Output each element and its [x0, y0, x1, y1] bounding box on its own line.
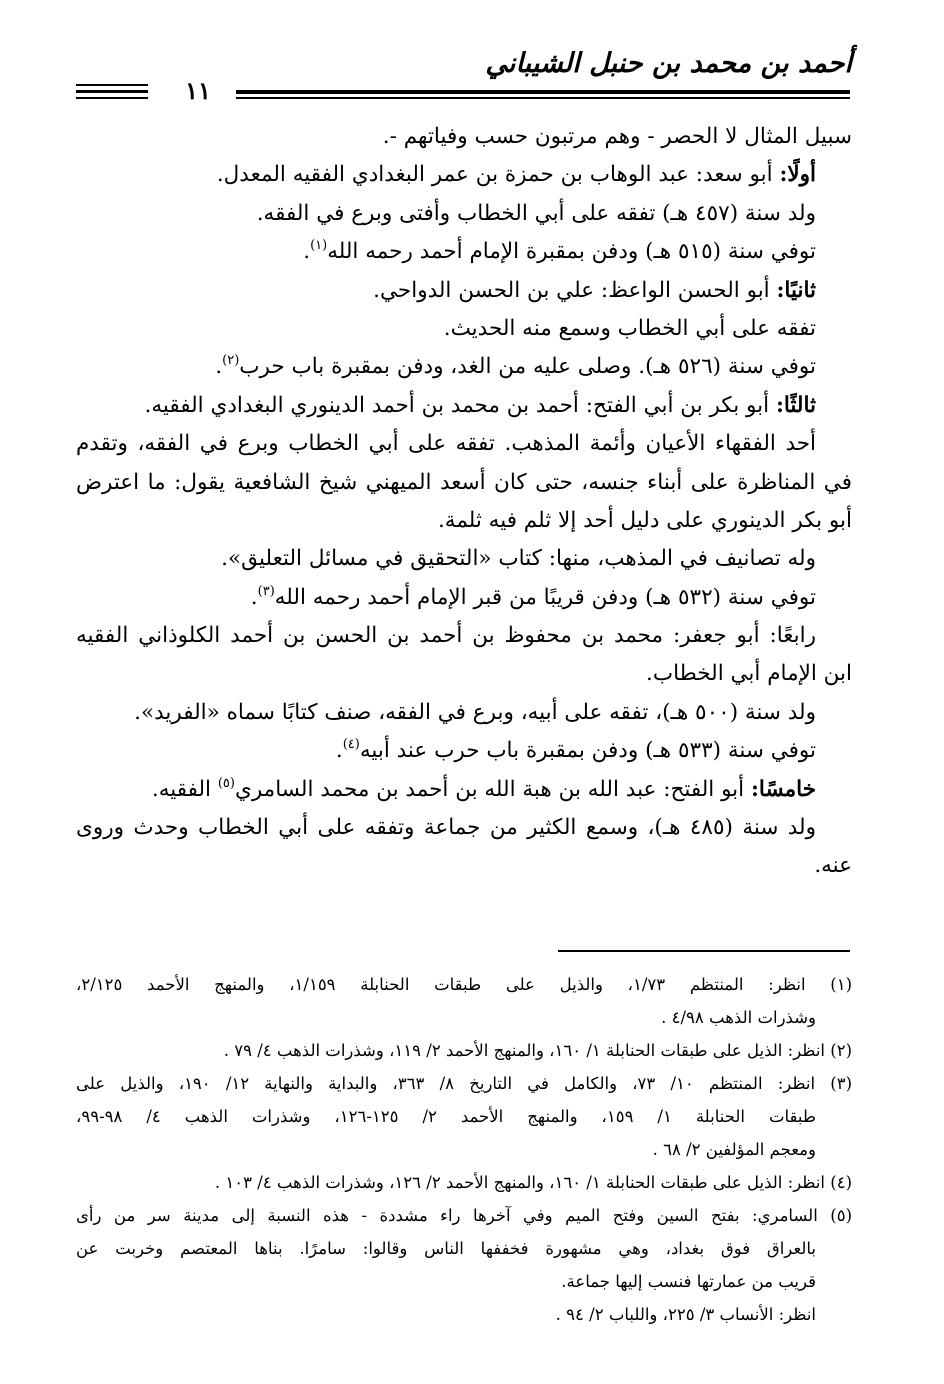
- text-line: [76, 694, 852, 732]
- footnote-separator: [558, 950, 850, 952]
- footnote-line: (٣) انظر: المنتظم ١٠/ ٧٣، والكامل في التاريخ ٨/ ٣٦٣، والبداية والنهاية ١٢/ ١٩٠، والذيل على: [76, 1074, 852, 1093]
- text-line: [76, 617, 852, 655]
- footnote-marker[interactable]: (٢): [222, 353, 240, 369]
- line-text: في المناظرة على أبناء جنسه، حتى كان أسعد الميهني شيخ الشافعية يقول: ما اعترض: [76, 469, 852, 495]
- line-text: وله تصانيف في المذهب، منها: كتاب «التحقيق في مسائل التعليق».: [221, 546, 816, 572]
- line-text: عنه.: [814, 853, 852, 879]
- header-rule-left-bottom: [76, 97, 148, 99]
- line-text: رابعًا: أبو جعفر: محمد بن محفوظ بن أحمد بن الحسن بن أحمد الكلوذاني الفقيه: [76, 623, 816, 649]
- section-ordinal: خامسًا:: [750, 776, 816, 802]
- line-text: توفي سنة (٥١٥ هـ) ودفن بمقبرة الإمام أحمد رحمه الله: [327, 239, 816, 265]
- header-rule-left-top: [76, 84, 148, 86]
- footnotes: [76, 968, 852, 1331]
- text-line: [76, 195, 852, 233]
- line-text: أبو سعد: عبد الوهاب بن حمزة بن عمر البغدادي الفقيه المعدل.: [216, 162, 780, 188]
- line-text: ولد سنة (٤٨٥ هـ)، وسمع الكثير من جماعة وتفقه على أبي الخطاب وحدث وروى: [76, 815, 816, 841]
- text-line: [76, 118, 852, 156]
- text-line: [76, 732, 852, 770]
- main-text: [76, 118, 852, 886]
- text-line: [76, 540, 852, 578]
- footnote-line: (٤) انظر: الذيل على طبقات الحنابلة ١/ ١٦٠، والمنهج الأحمد ٢/ ١٢٦، وشذرات الذهب ٤/ ١٠٣ .: [214, 1173, 852, 1192]
- text-line: [76, 847, 852, 885]
- text-line: [76, 425, 852, 463]
- line-text: ابن الإمام أبي الخطاب.: [646, 661, 852, 687]
- line-text: أبو الحسن الواعظ: علي بن الحسن الدواحي.: [373, 277, 777, 303]
- line-text: تفقه على أبي الخطاب وسمع منه الحديث.: [443, 315, 816, 341]
- line-text: ولد سنة (٤٥٧ هـ) تفقه على أبي الخطاب وأفتى وبرع في الفقه.: [256, 200, 816, 226]
- footnote-line: طبقات الحنابلة ١/ ١٥٩، والمنهج الأحمد ٢/ ١٢٥-١٢٦، وشذرات الذهب ٤/ ٩٨-٩٩،: [76, 1107, 816, 1126]
- line-ending: .: [303, 239, 311, 265]
- line-text: ولد سنة (٥٠٠ هـ)، تفقه على أبيه، وبرع في الفقه، صنف كتابًا سماه «الفريد».: [134, 699, 816, 725]
- running-header-title: أحمد بن محمد بن حنبل الشيباني: [485, 48, 852, 79]
- line-ending: .: [335, 738, 343, 764]
- line-text: أبو بكر بن أبي الفتح: أحمد بن محمد بن أحمد الدينوري البغدادي الفقيه.: [144, 392, 776, 418]
- text-line: [76, 156, 852, 194]
- text-line: [76, 348, 852, 386]
- footnote-marker[interactable]: (٥): [217, 775, 235, 791]
- footnote-line: وشذرات الذهب ٤/٩٨ .: [661, 1008, 816, 1027]
- line-ending: .: [215, 354, 223, 380]
- footnote-line: (٢) انظر: الذيل على طبقات الحنابلة ١/ ١٦٠، والمنهج الأحمد ٢/ ١١٩، وشذرات الذهب ٤/ ٧٩ .: [223, 1041, 852, 1060]
- section-ordinal: ثالثًا:: [775, 392, 816, 418]
- page-number: ١١: [185, 76, 211, 105]
- text-line: [76, 809, 852, 847]
- text-line: [76, 655, 852, 693]
- text-line: [76, 310, 852, 348]
- section-ordinal: ثانيًا:: [776, 277, 816, 303]
- line-text: أحد الفقهاء الأعيان وأئمة المذهب. تفقه على أبي الخطاب وبرع في الفقه، وتقدم: [76, 431, 816, 457]
- text-line: [76, 502, 852, 540]
- text-line: [76, 579, 852, 617]
- text-line: [76, 771, 852, 809]
- line-text: توفي سنة (٥٣٢ هـ) ودفن قريبًا من قبر الإمام أحمد رحمه الله: [274, 584, 816, 610]
- line-text: أبو الفتح: عبد الله بن هبة الله بن أحمد بن محمد السامري: [234, 776, 751, 802]
- line-text: أبو بكر الدينوري على دليل أحد إلا ثلم فيه ثلمة.: [437, 507, 852, 533]
- footnote-marker[interactable]: (١): [310, 238, 328, 254]
- header-rule-right-thin: [236, 97, 850, 99]
- footnote-marker[interactable]: (٤): [342, 737, 360, 753]
- line-ending: .: [250, 584, 258, 610]
- text-line: [76, 233, 852, 271]
- text-line: [76, 464, 852, 502]
- footnote-line: (١) انظر: المنتظم ١/٧٣، والذيل على طبقات الحنابلة ١/١٥٩، والمنهج الأحمد ٢/١٢٥،: [76, 975, 852, 994]
- header-rule-left-mid: [76, 90, 148, 93]
- footnote-line: بالعراق فوق بغداد، وهي مشهورة فخففها الناس وقالوا: سامرًا. بناها المعتصم وخربت عن: [76, 1239, 816, 1258]
- line-text: سبيل المثال لا الحصر - وهم مرتبون حسب وفياتهم -.: [382, 124, 852, 149]
- footnote-line: انظر: الأنساب ٣/ ٢٢٥، واللباب ٢/ ٩٤ .: [555, 1305, 816, 1324]
- line-text: توفي سنة (٥٣٣ هـ) ودفن بمقبرة باب حرب عند أبيه: [359, 738, 816, 764]
- section-ordinal: أولًا:: [779, 162, 816, 188]
- text-line: [76, 272, 852, 310]
- text-line: [76, 387, 852, 425]
- line-text: توفي سنة (٥٢٦ هـ). وصلى عليه من الغد، ودفن بمقبرة باب حرب: [239, 354, 816, 380]
- header-rule-right-thick: [236, 90, 850, 94]
- footnote-line: قريب من عمارتها فنسب إليها جماعة.: [561, 1272, 816, 1291]
- footnote-marker[interactable]: (٣): [257, 583, 275, 599]
- line-ending: الفقيه.: [151, 776, 218, 802]
- footnote-line: (٥) السامري: بفتح السين وفتح الميم وفي آخرها راء مشددة - هذه النسبة إلى مدينة سر من رأى: [76, 1206, 852, 1225]
- footnote-line: ومعجم المؤلفين ٢/ ٦٨ .: [652, 1140, 816, 1159]
